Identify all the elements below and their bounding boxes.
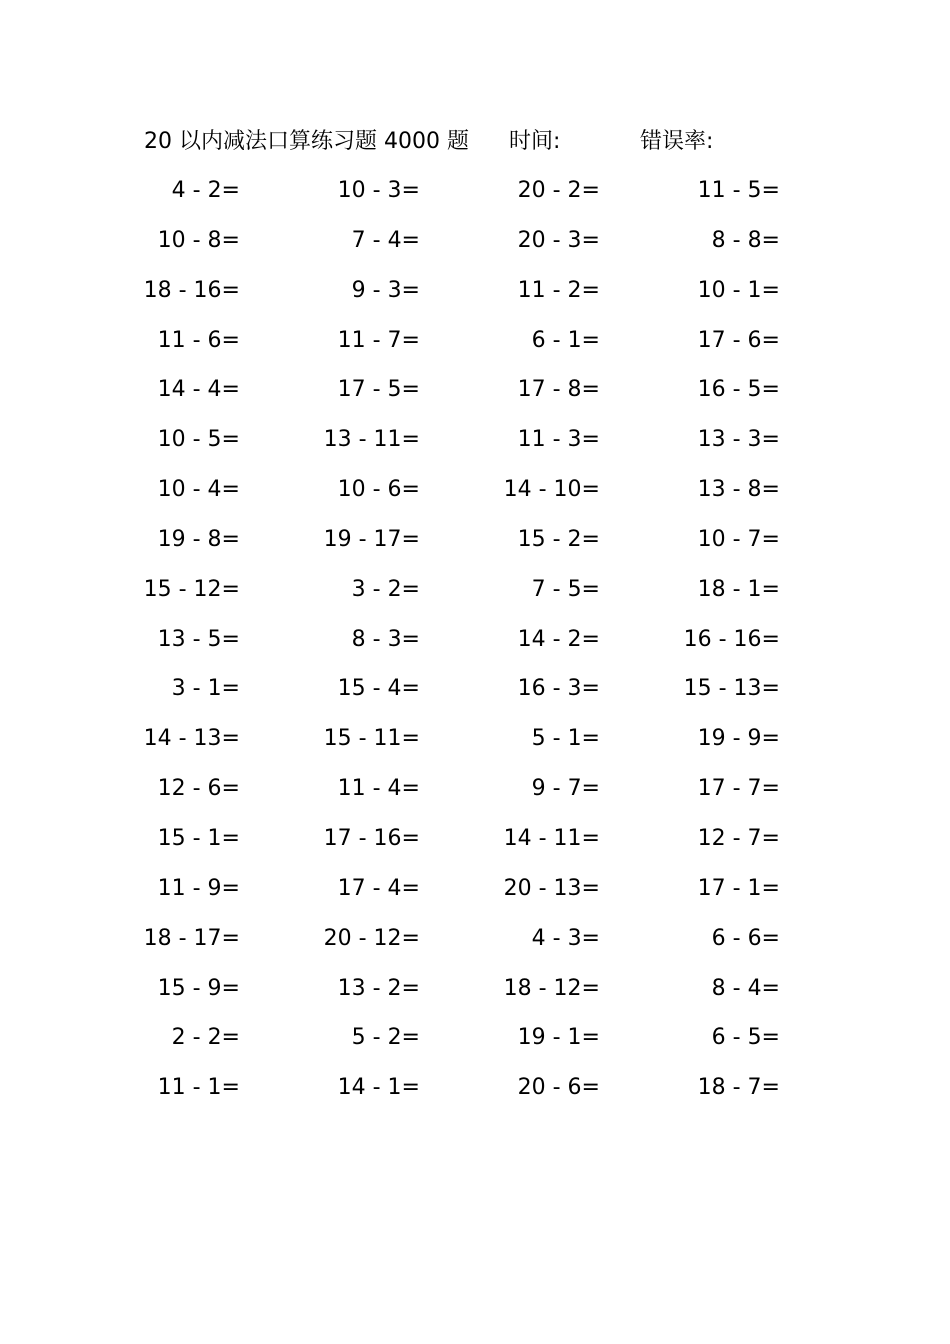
problem-cell: 11 - 9= [157, 875, 240, 901]
problem-cell: 16 - 16= [683, 626, 780, 652]
problem-cell: 12 - 7= [697, 825, 780, 851]
problem-cell: 18 - 16= [143, 277, 240, 303]
problem-cell: 17 - 16= [323, 825, 420, 851]
problem-cell: 5 - 1= [531, 726, 600, 752]
problem-cell: 6 - 6= [711, 925, 780, 951]
problem-cell: 15 - 4= [337, 676, 420, 702]
problem-cell: 18 - 1= [697, 576, 780, 602]
problem-cell: 18 - 17= [143, 925, 240, 951]
problem-row [0, 1065, 950, 1115]
problem-cell: 11 - 5= [697, 178, 780, 203]
problem-cell: 14 - 10= [503, 477, 600, 503]
problem-row [0, 766, 950, 816]
problem-cell: 19 - 17= [323, 526, 420, 552]
problem-cell: 13 - 8= [697, 477, 780, 503]
worksheet-title: 20 以内减法口算练习题 4000 题 [144, 129, 469, 154]
problem-cell: 11 - 7= [337, 327, 420, 353]
problem-cell: 17 - 4= [337, 875, 420, 901]
error-rate-label: 错误率: [640, 129, 714, 154]
problem-row [0, 467, 950, 517]
problem-cell: 5 - 2= [351, 1025, 420, 1051]
problem-cell: 18 - 7= [697, 1075, 780, 1101]
problem-cell: 8 - 8= [711, 227, 780, 253]
problem-cell: 11 - 1= [157, 1075, 240, 1101]
problem-cell: 4 - 2= [171, 178, 240, 203]
problem-cell: 17 - 8= [517, 377, 600, 403]
problem-cell: 10 - 1= [697, 277, 780, 303]
worksheet-header [0, 124, 950, 160]
problem-cell: 10 - 7= [697, 526, 780, 552]
problem-cell: 2 - 2= [171, 1025, 240, 1051]
problem-cell: 11 - 2= [517, 277, 600, 303]
problem-row [0, 517, 950, 567]
problem-row [0, 367, 950, 417]
problem-cell: 20 - 12= [323, 925, 420, 951]
problem-cell: 6 - 5= [711, 1025, 780, 1051]
problem-cell: 14 - 11= [503, 825, 600, 851]
problem-grid [0, 168, 950, 1115]
problem-cell: 10 - 8= [157, 227, 240, 253]
problem-cell: 17 - 7= [697, 776, 780, 802]
time-label: 时间: [509, 129, 561, 154]
problem-row [0, 866, 950, 916]
problem-cell: 16 - 3= [517, 676, 600, 702]
problem-cell: 17 - 5= [337, 377, 420, 403]
problem-row [0, 816, 950, 866]
problem-cell: 3 - 2= [351, 576, 420, 602]
problem-cell: 10 - 5= [157, 427, 240, 453]
problem-row [0, 716, 950, 766]
problem-cell: 11 - 4= [337, 776, 420, 802]
problem-cell: 16 - 5= [697, 377, 780, 403]
problem-cell: 15 - 12= [143, 576, 240, 602]
problem-cell: 9 - 3= [351, 277, 420, 303]
problem-cell: 17 - 6= [697, 327, 780, 353]
problem-row [0, 666, 950, 716]
problem-cell: 10 - 6= [337, 477, 420, 503]
problem-cell: 18 - 12= [503, 975, 600, 1001]
problem-cell: 10 - 3= [337, 178, 420, 203]
problem-cell: 17 - 1= [697, 875, 780, 901]
problem-cell: 10 - 4= [157, 477, 240, 503]
problem-cell: 15 - 11= [323, 726, 420, 752]
problem-row [0, 567, 950, 617]
problem-cell: 11 - 3= [517, 427, 600, 453]
problem-row [0, 966, 950, 1016]
problem-row [0, 318, 950, 368]
problem-row [0, 617, 950, 667]
problem-cell: 11 - 6= [157, 327, 240, 353]
problem-cell: 3 - 1= [171, 676, 240, 702]
problem-cell: 13 - 3= [697, 427, 780, 453]
problem-cell: 15 - 2= [517, 526, 600, 552]
problem-cell: 6 - 1= [531, 327, 600, 353]
problem-cell: 7 - 5= [531, 576, 600, 602]
problem-cell: 20 - 13= [503, 875, 600, 901]
problem-row [0, 268, 950, 318]
problem-cell: 19 - 8= [157, 526, 240, 552]
problem-cell: 8 - 3= [351, 626, 420, 652]
problem-cell: 13 - 5= [157, 626, 240, 652]
problem-cell: 14 - 13= [143, 726, 240, 752]
problem-cell: 9 - 7= [531, 776, 600, 802]
problem-row [0, 218, 950, 268]
problem-cell: 20 - 2= [517, 178, 600, 203]
problem-cell: 20 - 6= [517, 1075, 600, 1101]
problem-cell: 14 - 1= [337, 1075, 420, 1101]
problem-cell: 14 - 4= [157, 377, 240, 403]
problem-row [0, 417, 950, 467]
problem-cell: 12 - 6= [157, 776, 240, 802]
problem-row [0, 1015, 950, 1065]
problem-cell: 8 - 4= [711, 975, 780, 1001]
problem-cell: 20 - 3= [517, 227, 600, 253]
problem-row [0, 168, 950, 218]
problem-cell: 15 - 9= [157, 975, 240, 1001]
problem-row [0, 916, 950, 966]
problem-cell: 14 - 2= [517, 626, 600, 652]
problem-cell: 4 - 3= [531, 925, 600, 951]
problem-cell: 15 - 1= [157, 825, 240, 851]
problem-cell: 13 - 2= [337, 975, 420, 1001]
problem-cell: 13 - 11= [323, 427, 420, 453]
problem-cell: 19 - 1= [517, 1025, 600, 1051]
problem-cell: 19 - 9= [697, 726, 780, 752]
problem-cell: 15 - 13= [683, 676, 780, 702]
problem-cell: 7 - 4= [351, 227, 420, 253]
